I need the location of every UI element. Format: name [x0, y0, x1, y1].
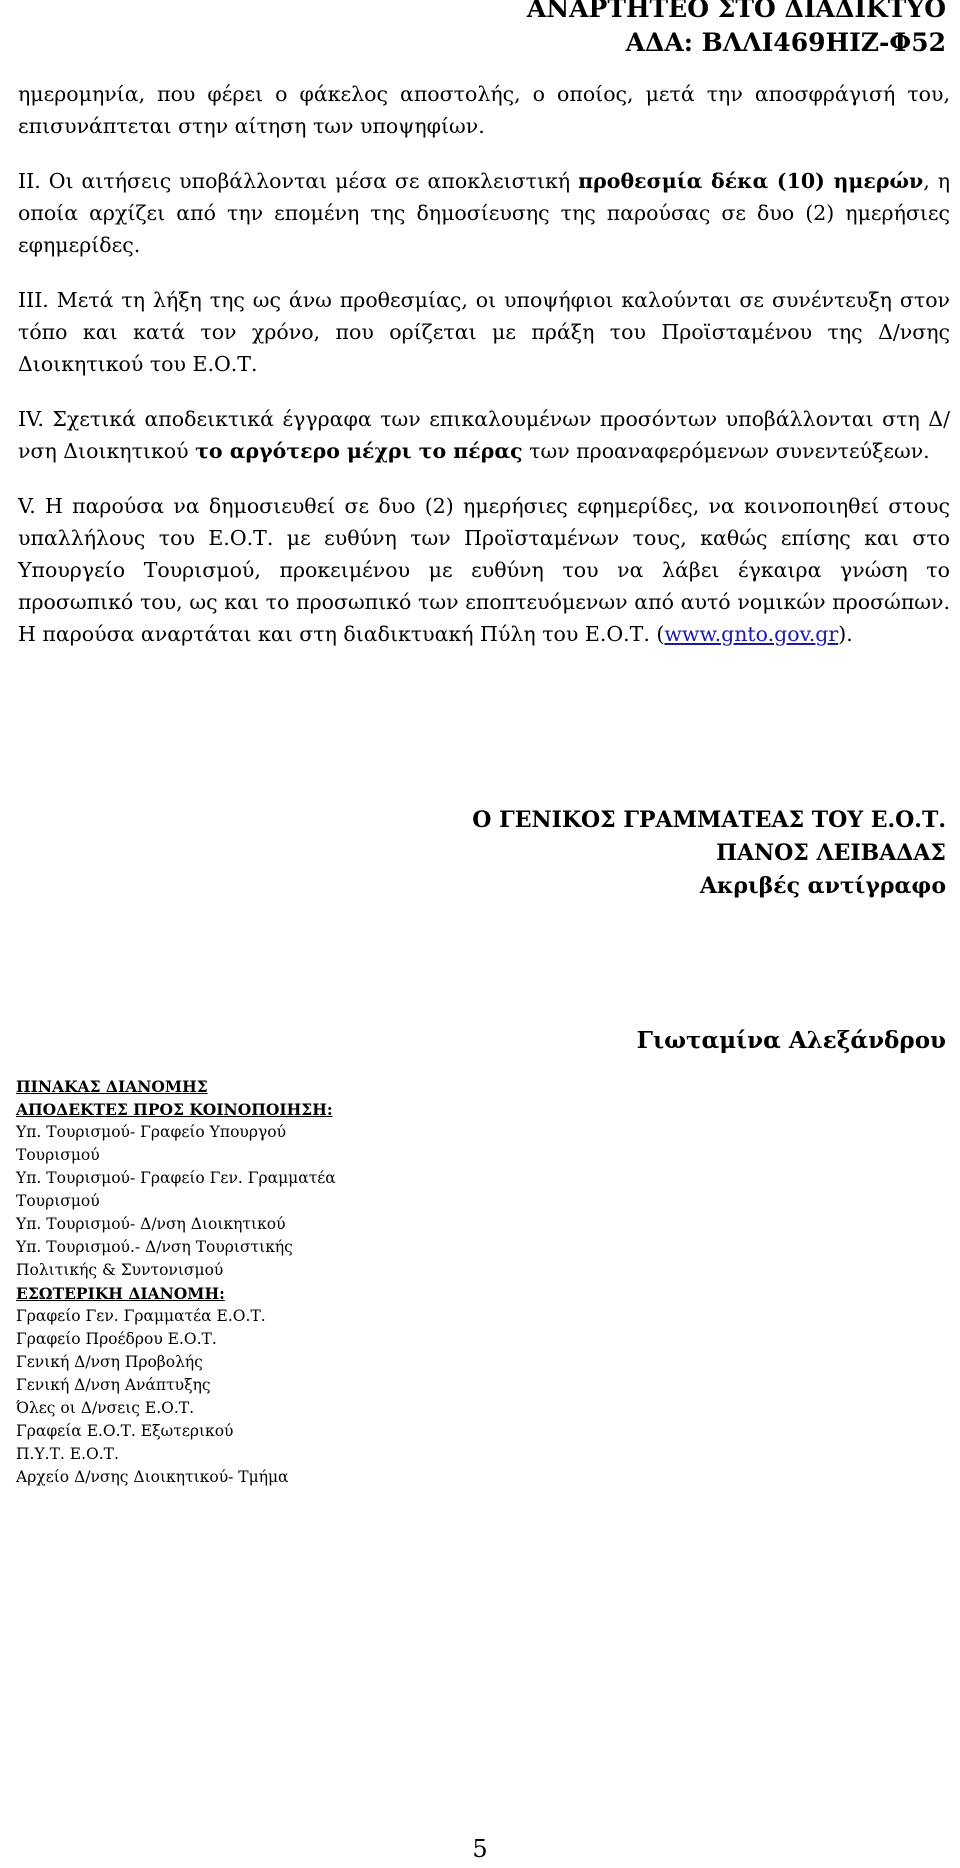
- page-number: 5: [472, 1835, 488, 1863]
- latest-emphasis: το αργότερο μέχρι το πέρας: [195, 439, 523, 463]
- distribution-heading: ΠΙΝΑΚΑΣ ΔΙΑΝΟΜΗΣ: [16, 1077, 208, 1096]
- list-item: Αρχείο Δ/νσης Διοικητικού- Τμήμα: [16, 1468, 289, 1486]
- list-item: Γραφείο Γεν. Γραμματέα Ε.Ο.Τ.: [16, 1307, 266, 1325]
- list-item: Γενική Δ/νση Ανάπτυξης: [16, 1376, 211, 1394]
- signature-block: [472, 804, 946, 903]
- list-item: Υπ. Τουρισμού- Γραφείο Υπουργού: [16, 1123, 286, 1141]
- list-item: Γραφείο Προέδρου Ε.Ο.Τ.: [16, 1330, 217, 1348]
- list-item: Υπ. Τουρισμού- Δ/νση Διοικητικού: [16, 1215, 286, 1233]
- recipients-heading: ΑΠΟΔΕΚΤΕΣ ΠΡΟΣ ΚΟΙΝΟΠΟΙΗΣΗ:: [16, 1100, 333, 1119]
- paragraph-v: V. Η παρούσα να δημοσιευθεί σε δυο (2) ημερήσιες εφημερίδες, να κοινοποιηθεί στους υπαλλήλους του Ε.Ο.Τ. με ευθύνη των Προϊσταμένων τους, καθώς επίσης και στο Υπουργείο Τουρισμού, προκειμένου με ευθύνη του να λάβει έγκαιρα γνώση το προσωπικό του, ως και το προσωπικό των εποπτευόμενων από αυτό νομικών προσώπων. Η παρούσα αναρτάται και στη διαδικτυακή Πύλη του Ε.Ο.Τ. (www.gnto.gov.gr).: [18, 494, 950, 646]
- list-item: Υπ. Τουρισμού.- Δ/νση Τουριστικής: [16, 1238, 293, 1256]
- internal-distribution-heading: ΕΣΩΤΕΡΙΚΗ ΔΙΑΝΟΜΗ:: [16, 1284, 225, 1303]
- paragraph-iii: III. Μετά τη λήξη της ως άνω προθεσμίας, οι υποψήφιοι καλούνται σε συνέντευξη στον τόπο και κατά τον χρόνο, που ορίζεται με πράξη του Προϊσταμένου της Δ/νσης Διοικητικού του Ε.Ο.Τ.: [18, 288, 950, 376]
- signatory-name: ΠΑΝΟΣ ΛΕΙΒΑΔΑΣ: [716, 840, 946, 866]
- paragraph-ii: II. Οι αιτήσεις υποβάλλονται μέσα σε αποκλειστική προθεσμία δέκα (10) ημερών, η οποία αρχίζει από την επομένη της δημοσίευσης της παρούσας σε δυο (2) ημερήσιες εφημερίδες.: [18, 169, 950, 257]
- list-item: Τουρισμού: [16, 1146, 100, 1164]
- list-item: Τουρισμού: [16, 1192, 100, 1210]
- list-item: Πολιτικής & Συντονισμού: [16, 1261, 224, 1279]
- distribution-table: [16, 1075, 416, 1489]
- paragraph-continued: ημερομηνία, που φέρει ο φάκελος αποστολής, ο οποίος, μετά την αποσφράγισή του, επισυνάπτεται στην αίτηση των υποψηφίων.: [18, 82, 950, 138]
- copy-certifier-name: Γιωταμίνα Αλεξάνδρου: [636, 1027, 946, 1054]
- list-item: Όλες οι Δ/νσεις Ε.Ο.Τ.: [16, 1399, 195, 1417]
- true-copy-label: Ακριβές αντίγραφο: [699, 873, 946, 899]
- list-item: Γενική Δ/νση Προβολής: [16, 1353, 203, 1371]
- body-text: [18, 78, 950, 673]
- header-posting-note: ΑΝΑΡΤΗΤΕΟ ΣΤΟ ΔΙΑΔΙΚΤΥΟ: [526, 0, 946, 23]
- page-header: [527, 0, 946, 60]
- list-item: Γραφεία Ε.Ο.Τ. Εξωτερικού: [16, 1422, 234, 1440]
- deadline-emphasis: προθεσμία δέκα (10) ημερών: [578, 169, 924, 193]
- signatory-title: Ο ΓΕΝΙΚΟΣ ΓΡΑΜΜΑΤΕΑΣ ΤΟΥ Ε.Ο.Τ.: [472, 807, 946, 833]
- paragraph-iv: IV. Σχετικά αποδεικτικά έγγραφα των επικαλουμένων προσόντων υποβάλλονται στη Δ/νση Διοικητικού το αργότερο μέχρι το πέρας των προαναφερόμενων συνεντεύξεων.: [18, 407, 950, 463]
- list-item: Π.Υ.Τ. Ε.Ο.Τ.: [16, 1445, 119, 1463]
- list-item: Υπ. Τουρισμού- Γραφείο Γεν. Γραμματέα: [16, 1169, 336, 1187]
- gnto-website-link[interactable]: www.gnto.gov.gr: [664, 622, 839, 646]
- header-ada-code: ΑΔΑ: ΒΛΛΙ469ΗΙΖ-Φ52: [625, 28, 946, 57]
